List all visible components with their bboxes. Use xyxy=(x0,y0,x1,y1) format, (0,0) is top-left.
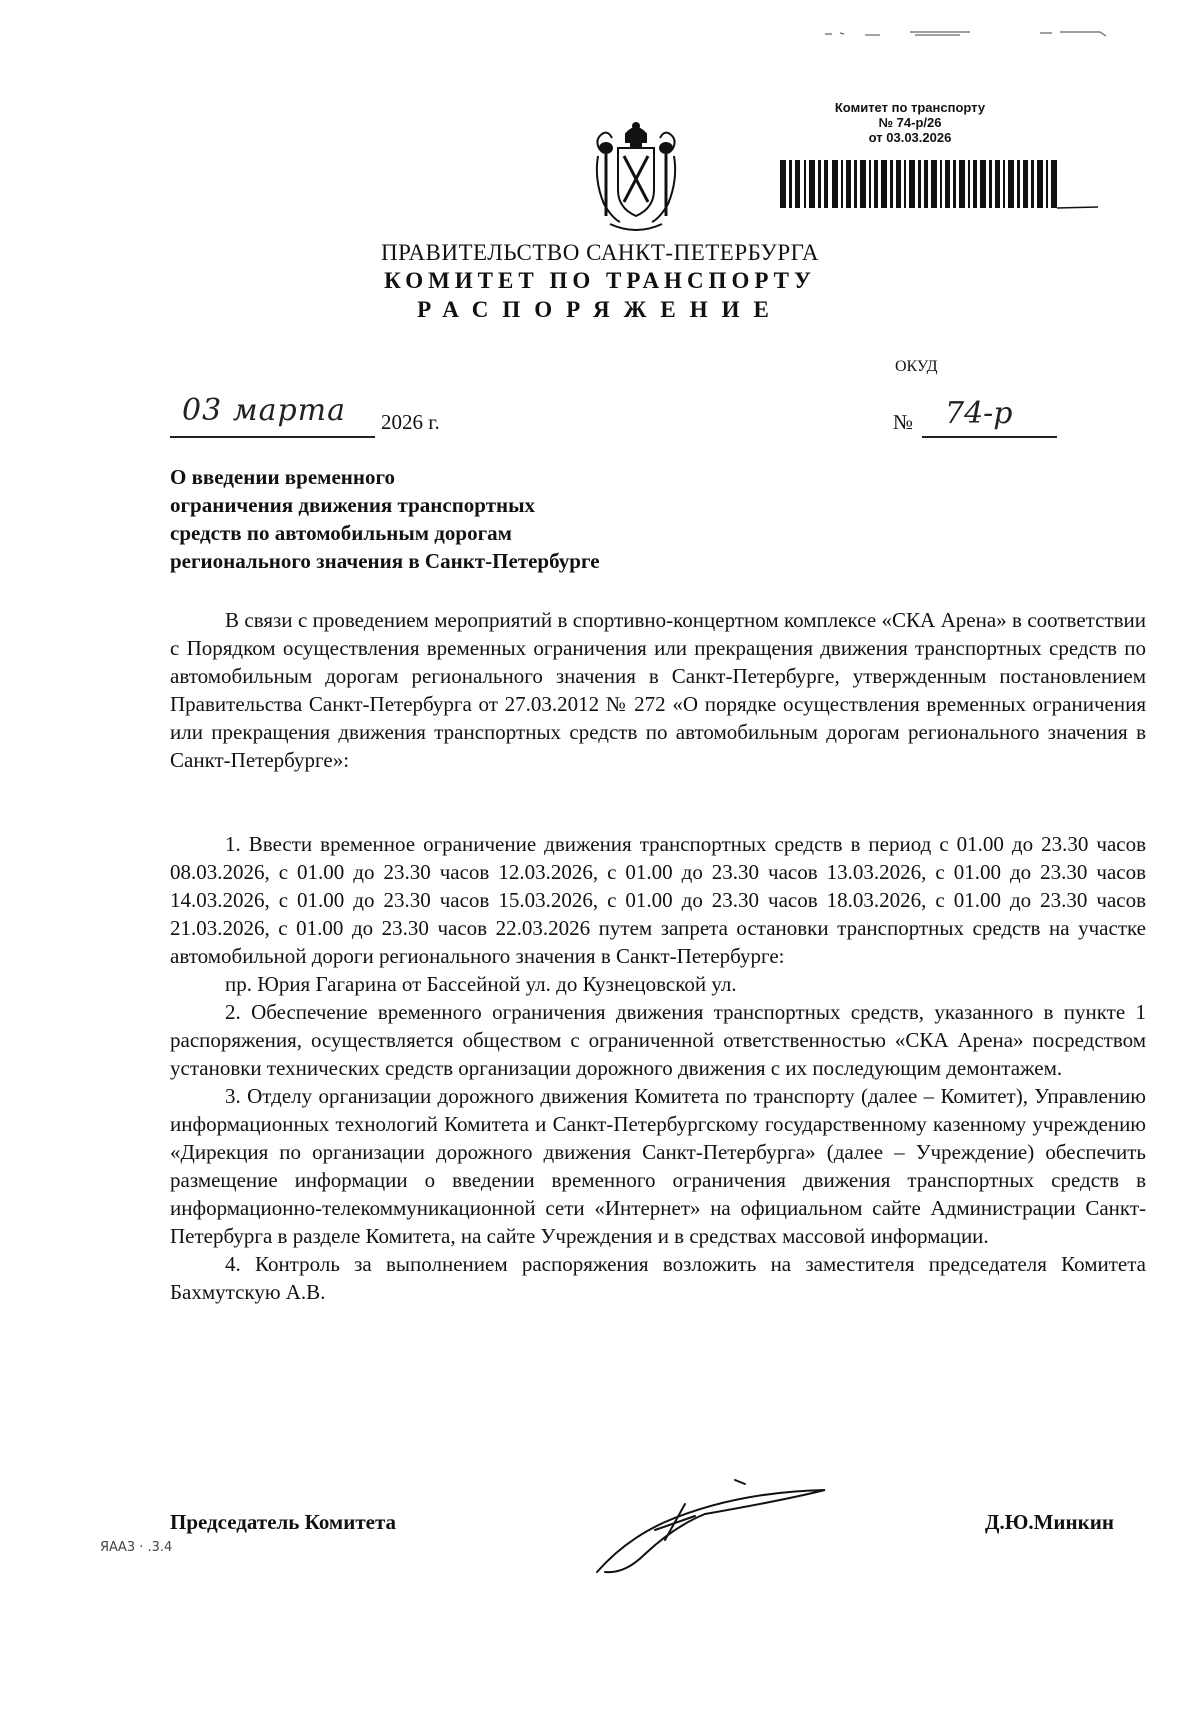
stamp-date: от 03.03.2026 xyxy=(868,130,952,145)
stamp-org: Комитет по транспорту xyxy=(834,100,986,115)
scan-noise-top xyxy=(820,24,1120,40)
handwritten-date: 03 марта xyxy=(182,393,347,428)
government-title: ПРАВИТЕЛЬСТВО САНКТ-ПЕТЕРБУРГА xyxy=(380,240,820,265)
barcode xyxy=(780,152,1100,212)
okud-label: ОКУД xyxy=(895,358,938,375)
handwritten-signature xyxy=(585,1470,845,1580)
scan-marks: ЯАА3 · .3.4 xyxy=(100,1540,173,1555)
document-type: РАСПОРЯЖЕНИЕ xyxy=(417,297,783,322)
date-underline xyxy=(170,436,375,438)
registration-stamp xyxy=(780,100,1040,145)
order-item-1: 1. Ввести временное ограничение движения транспортных средств в период с 01.00 до 23.30 часов 08.03.2026, с 01.00 до 23.30 часов 12.03.2026, с 01.00 до 23.30 часов 13.03.2026, с 01.00 до 23.30 часов 14.03.2026, с 01.00 до 23.30 часов 15.03.2026, с 01.00 до 23.30 часов 18.03.2026, с 01.00 до 23.30 часов 21.03.2026, с 01.00 до 23.30 часов 22.03.2026 путем запрета остановки транспортных средств на участке автомобильной дороги регионального значения в Санкт-Петербурге: xyxy=(170,832,1146,968)
order-items xyxy=(170,830,1146,1306)
date-year: 2026 г. xyxy=(381,410,440,434)
signatory-name: Д.Ю.Минкин xyxy=(985,1510,1114,1534)
order-item-3: 3. Отделу организации дорожного движения Комитета по транспорту (далее – Комитет), Управлению информационных технологий Комитета и Санкт-Петербургскому государственному казенному учреждению «Дирекция по организации дорожного движения Санкт-Петербурга» (далее – Учреждение) обеспечить размещение информации о введении временного ограничения движения транспортных средств в информационно-телекоммуникационной сети «Интернет» на официальном сайте Администрации Санкт-Петербурга в разделе Комитета, на сайте Учреждения и в средствах массовой информации. xyxy=(170,1084,1146,1248)
number-underline xyxy=(922,436,1057,438)
stamp-number: № 74-р/26 xyxy=(878,115,942,130)
subject-line: О введении временного xyxy=(170,465,395,489)
subject-line: средств по автомобильным дорогам xyxy=(170,521,512,545)
signatory-title: Председатель Комитета xyxy=(170,1510,397,1534)
handwritten-number: 74-р xyxy=(945,396,1013,431)
order-item-2: 2. Обеспечение временного ограничения движения транспортных средств, указанного в пункте 1 распоряжения, осуществляется обществом с ограниченной ответственностью «СКА Арена» посредством установки технических средств организации дорожного движения с их последующим демонтажем. xyxy=(170,1000,1146,1080)
order-item-4: 4. Контроль за выполнением распоряжения возложить на заместителя председателя Комитета Бахмутскую А.В. xyxy=(170,1252,1146,1304)
number-label: № xyxy=(893,410,914,434)
subject-line: ограничения движения транспортных xyxy=(170,493,536,517)
order-item-1-location: пр. Юрия Гагарина от Бассейной ул. до Кузнецовской ул. xyxy=(225,972,737,996)
coat-of-arms-emblem xyxy=(590,120,682,234)
document-subject xyxy=(170,463,730,575)
committee-title: КОМИТЕТ ПО ТРАНСПОРТУ xyxy=(384,268,816,293)
preamble xyxy=(170,606,1146,774)
preamble-text: В связи с проведением мероприятий в спортивно-концертном комплексе «СКА Арена» в соответствии с Порядком осуществления временных ограничения или прекращения движения транспортных средств по автомобильным дорогам регионального значения в Санкт-Петербурге, утвержденным постановлением Правительства Санкт-Петербурга от 27.03.2012 № 272 «О порядке осуществления временных ограничения или прекращения движения транспортных средств по автомобильным дорогам регионального значения в Санкт-Петербурге»: xyxy=(170,608,1146,772)
subject-line: регионального значения в Санкт-Петербурге xyxy=(170,549,600,573)
